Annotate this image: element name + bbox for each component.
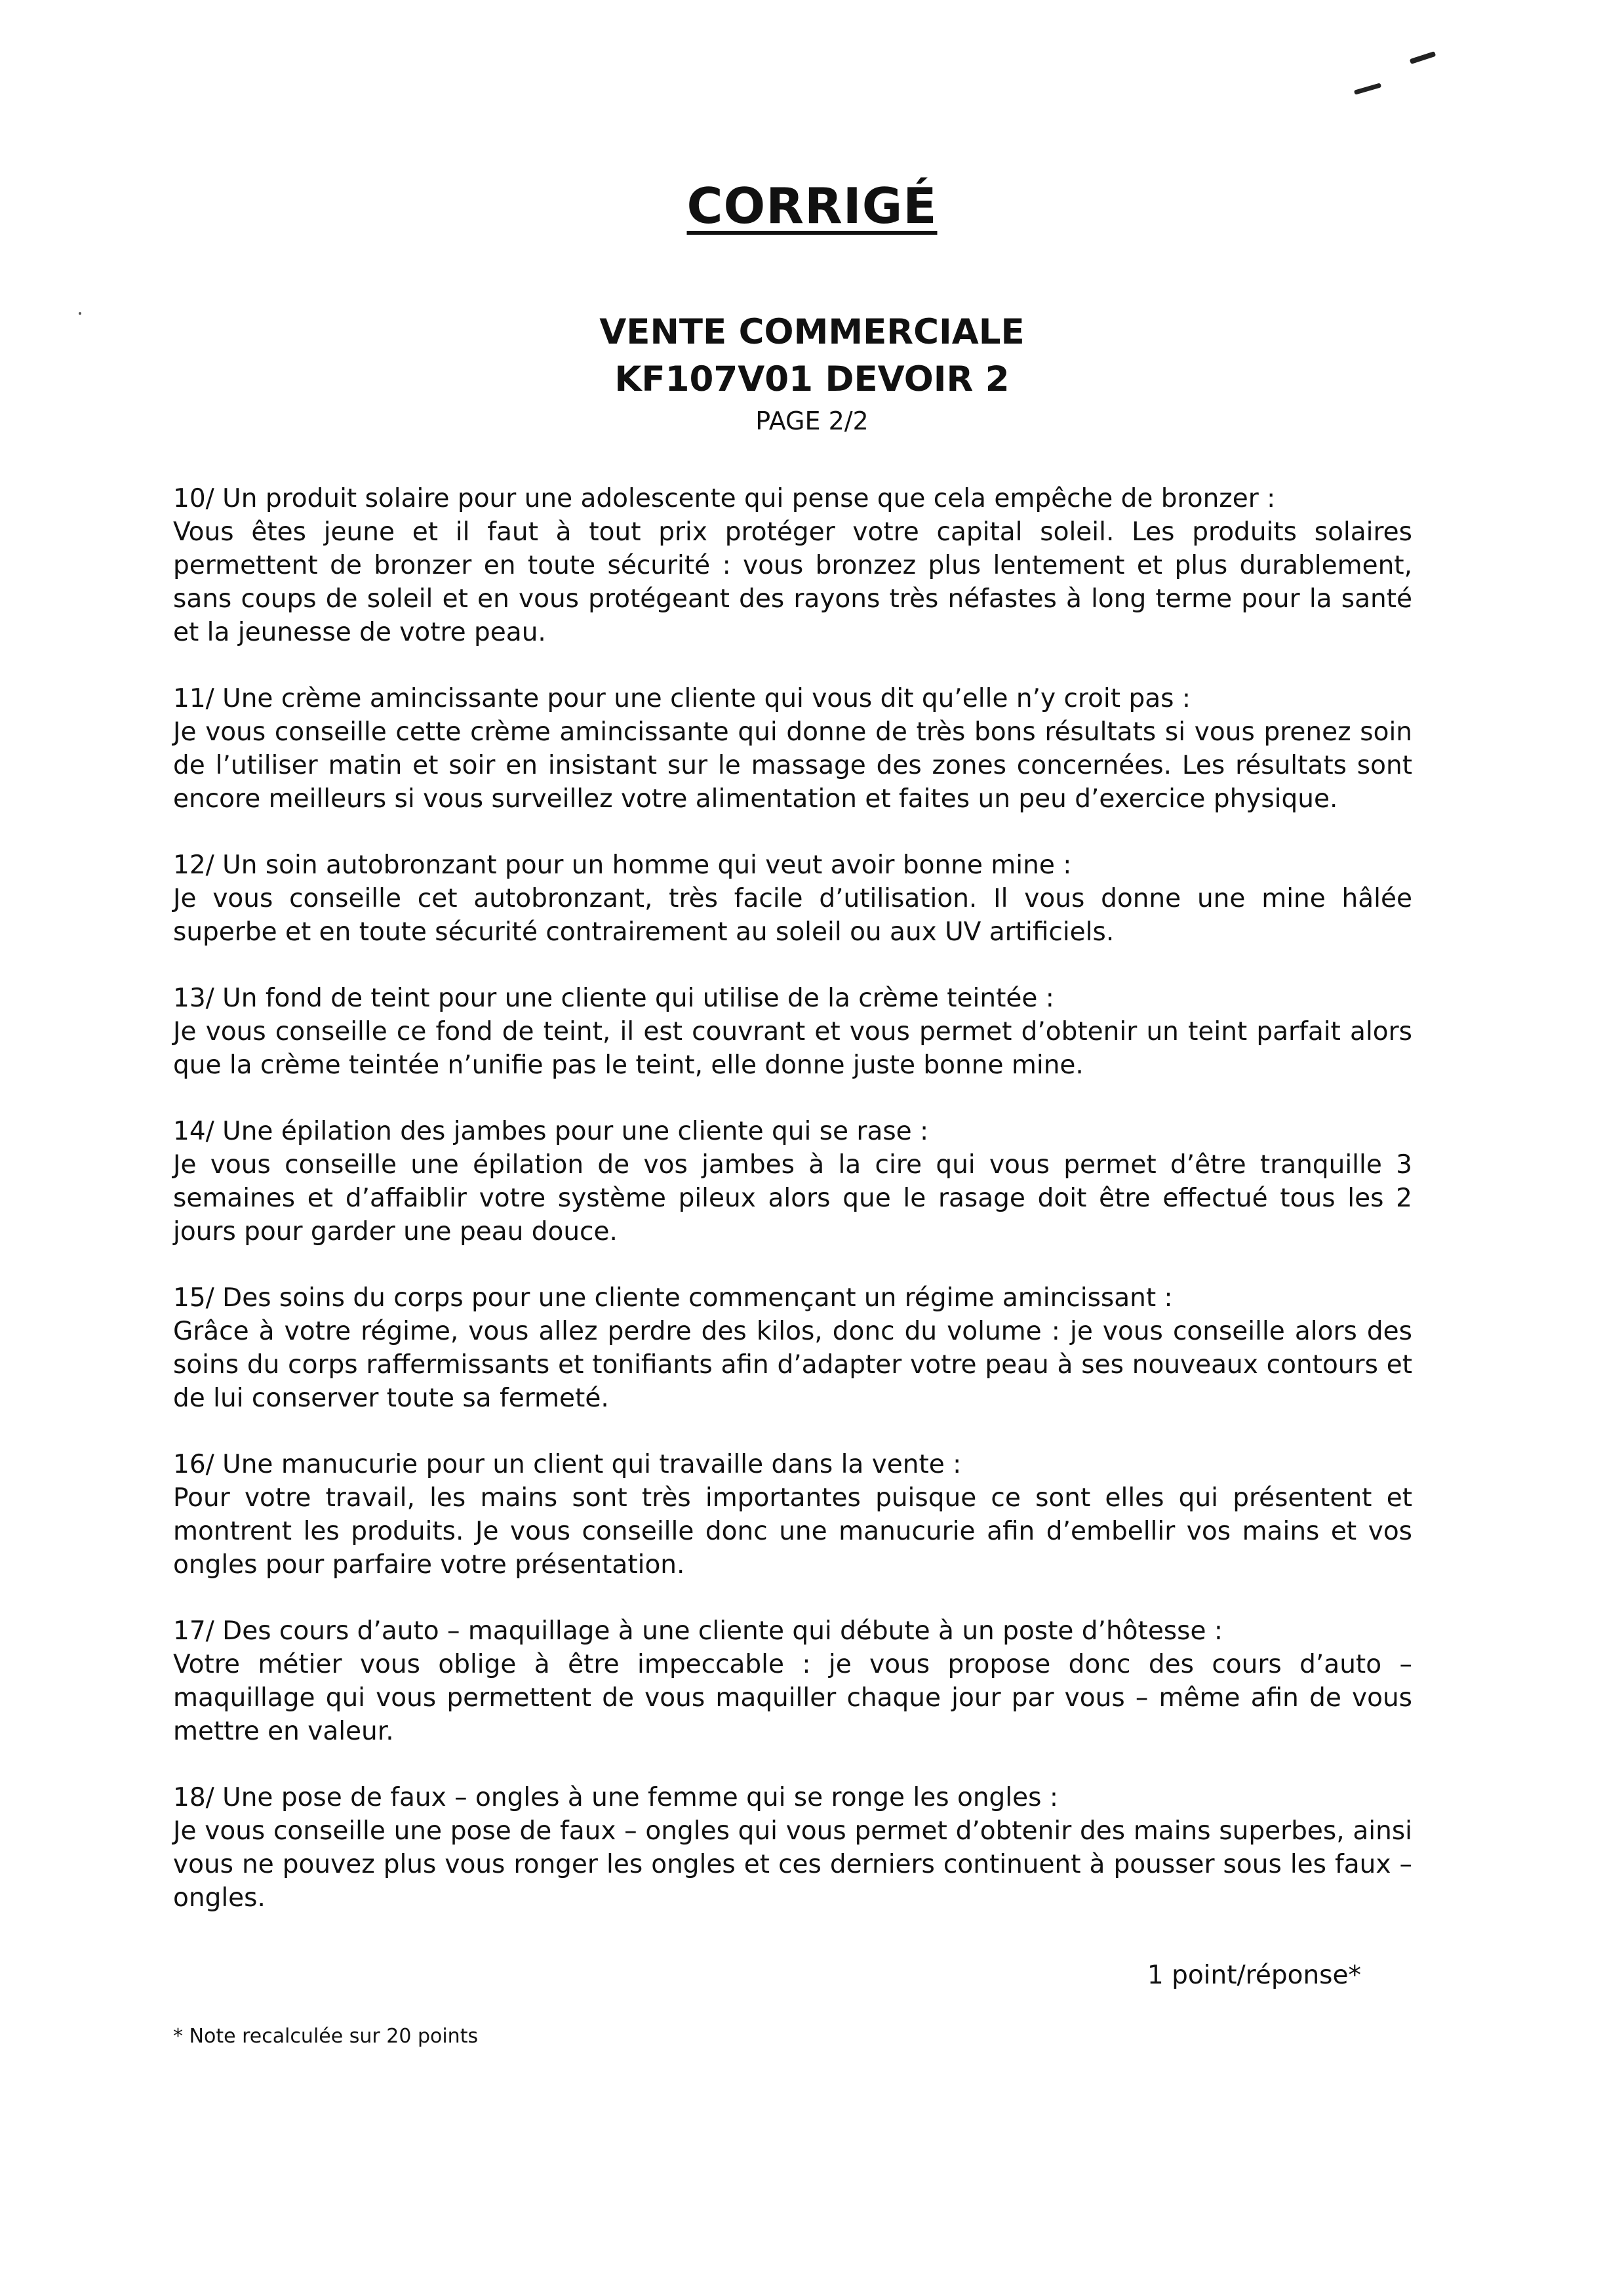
answer-item <box>173 982 1412 1082</box>
question-text: 18/ Une pose de faux – ongles à une femme qui se ronge les ongles : <box>173 1783 1058 1812</box>
answer-text: Vous êtes jeune et il faut à tout prix protéger votre capital soleil. Les produits solaires permettent de bronzer en toute sécurité : vous bronzez plus lentement et plus durablement, sans coups de soleil et en vous protégeant des rayons très néfastes à long terme pour la santé et la jeunesse de votre peau. <box>173 517 1412 647</box>
answers-list <box>173 482 1412 1947</box>
answer-item <box>173 482 1412 649</box>
scoring-note: 1 point/réponse* <box>1147 1961 1361 1990</box>
answer-item <box>173 1115 1412 1248</box>
page-title <box>0 177 1624 235</box>
answer-item <box>173 848 1412 949</box>
question-text: 17/ Des cours d’auto – maquillage à une cliente qui débute à un poste d’hôtesse : <box>173 1616 1223 1646</box>
question-text: 14/ Une épilation des jambes pour une cliente qui se rase : <box>173 1117 929 1146</box>
page-title-text: CORRIGÉ <box>686 177 938 235</box>
answer-text: Pour votre travail, les mains sont très importantes puisque ce sont elles qui présentent et montrent les produits. Je vous conseille donc une manucurie afin d’embellir vos mains et vos ongles pour parfaire votre présentation. <box>173 1483 1412 1580</box>
page-number: PAGE 2/2 <box>755 407 869 435</box>
footnote: * Note recalculée sur 20 points <box>173 2025 479 2048</box>
answer-item <box>173 682 1412 816</box>
subject-heading: VENTE COMMERCIALE <box>599 312 1025 352</box>
answer-text: Je vous conseille cet autobronzant, très facile d’utilisation. Il vous donne une mine hâlée superbe et en toute sécurité contrairement au soleil ou aux UV artificiels. <box>173 884 1412 947</box>
answer-text: Je vous conseille une épilation de vos jambes à la cire qui vous permet d’être tranquille 3 semaines et d’affaiblir votre système pileux alors que le rasage doit être effectué tous les 2 jours pour garder une peau douce. <box>173 1150 1412 1247</box>
assignment-code: KF107V01 DEVOIR 2 <box>614 359 1010 399</box>
answer-text: Je vous conseille une pose de faux – ongles qui vous permet d’obtenir des mains superbes, ainsi vous ne pouvez plus vous ronger les ongles et ces derniers continuent à pousser sous les faux – ongles. <box>173 1816 1412 1913</box>
answer-item <box>173 1614 1412 1748</box>
question-text: 10/ Un produit solaire pour une adolescente qui pense que cela empêche de bronzer : <box>173 484 1276 513</box>
question-text: 15/ Des soins du corps pour une cliente commençant un régime amincissant : <box>173 1283 1173 1313</box>
question-text: 13/ Un fond de teint pour une cliente qui utilise de la crème teintée : <box>173 984 1054 1013</box>
scan-mark <box>1410 51 1436 64</box>
answer-item <box>173 1281 1412 1415</box>
question-text: 16/ Une manucurie pour un client qui travaille dans la vente : <box>173 1450 962 1479</box>
question-text: 11/ Une crème amincissante pour une cliente qui vous dit qu’elle n’y croit pas : <box>173 684 1191 713</box>
answer-text: Je vous conseille cette crème amincissante qui donne de très bons résultats si vous prenez soin de l’utiliser matin et soir en insistant sur le massage des zones concernées. Les résultats sont encore meilleurs si vous surveillez votre alimentation et faites un peu d’exercice physique. <box>173 717 1412 814</box>
answer-text: Grâce à votre régime, vous allez perdre des kilos, donc du volume : je vous conseille alors des soins du corps raffermissants et tonifiants afin d’adapter votre peau à ses nouveaux contours et de lui conserver toute sa fermeté. <box>173 1317 1412 1413</box>
answer-item <box>173 1448 1412 1582</box>
question-text: 12/ Un soin autobronzant pour un homme qui veut avoir bonne mine : <box>173 850 1072 880</box>
scan-mark <box>1354 83 1381 94</box>
answer-item <box>173 1781 1412 1915</box>
answer-text: Je vous conseille ce fond de teint, il est couvrant et vous permet d’obtenir un teint parfait alors que la crème teintée n’unifie pas le teint, elle donne juste bonne mine. <box>173 1017 1412 1080</box>
answer-text: Votre métier vous oblige à être impeccable : je vous propose donc des cours d’auto – maquillage qui vous permettent de vous maquiller chaque jour par vous – même afin de vous mettre en valeur. <box>173 1650 1412 1746</box>
